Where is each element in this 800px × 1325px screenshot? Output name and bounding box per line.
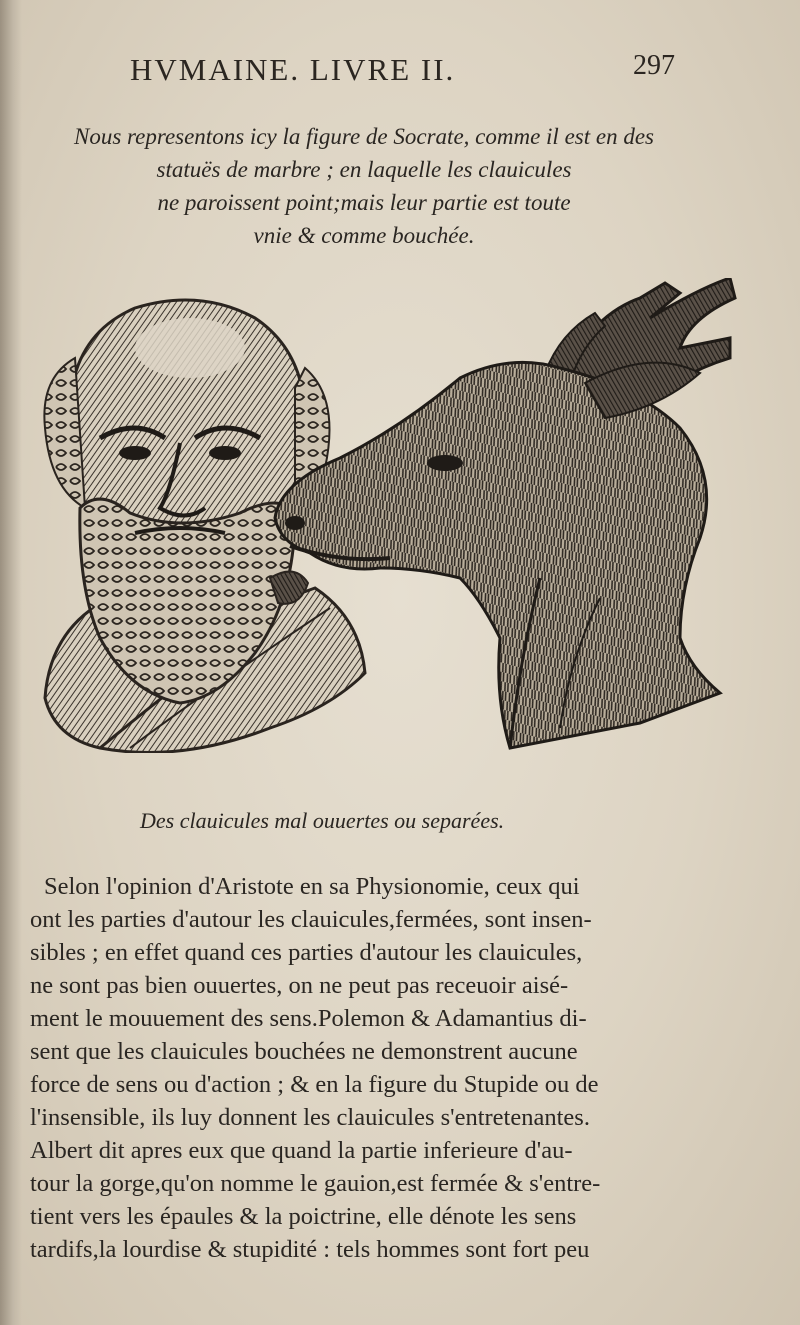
text-line: sibles ; en effet quand ces parties d'autour les clauicules, (30, 939, 583, 966)
body-paragraph (30, 870, 720, 1266)
page-number: 297 (633, 50, 675, 81)
text-line: force de sens ou d'action ; & en la figure du Stupide ou de (30, 1071, 599, 1098)
text-line: ment le mouuement des sens.Polemon & Adamantius di- (30, 1005, 587, 1032)
text-line: tient vers les épaules & la poictrine, elle dénote les sens (30, 1203, 577, 1230)
text-line: l'insensible, ils luy donnent les clauicules s'entretenantes. (30, 1104, 590, 1131)
text-line: ont les parties d'autour les clauicules,fermées, sont insen- (30, 906, 592, 933)
figure-description-line: Nous representons icy la figure de Socrate, comme il est en des (74, 124, 654, 149)
text-line: tour la gorge,qu'on nomme le gauion,est fermée & s'entre- (30, 1170, 601, 1197)
running-head: HVMAINE. LIVRE II. (130, 52, 456, 87)
text-line: tardifs,la lourdise & stupidité : tels hommes sont fort peu (30, 1236, 590, 1263)
figure-description-line: ne paroissent point;mais leur partie est toute (157, 190, 571, 215)
figure-description-line: vnie & comme bouchée. (253, 223, 475, 248)
text-line: Albert dit apres eux que quand la partie inferieure d'au- (30, 1137, 573, 1164)
text-line: sent que les clauicules bouchées ne demonstrent aucune (30, 1038, 578, 1065)
figure-description-line: statuës de marbre ; en laquelle les clauicules (156, 157, 572, 182)
plate-caption: Des clauicules mal ouuertes ou separées. (140, 808, 505, 833)
text-line: ne sont pas bien ouuertes, on ne peut pas receuoir aisé- (30, 972, 569, 999)
woodcut-illustration (40, 278, 740, 753)
figure-description (14, 120, 714, 252)
text-line: Selon l'opinion d'Aristote en sa Physionomie, ceux qui (44, 873, 580, 900)
